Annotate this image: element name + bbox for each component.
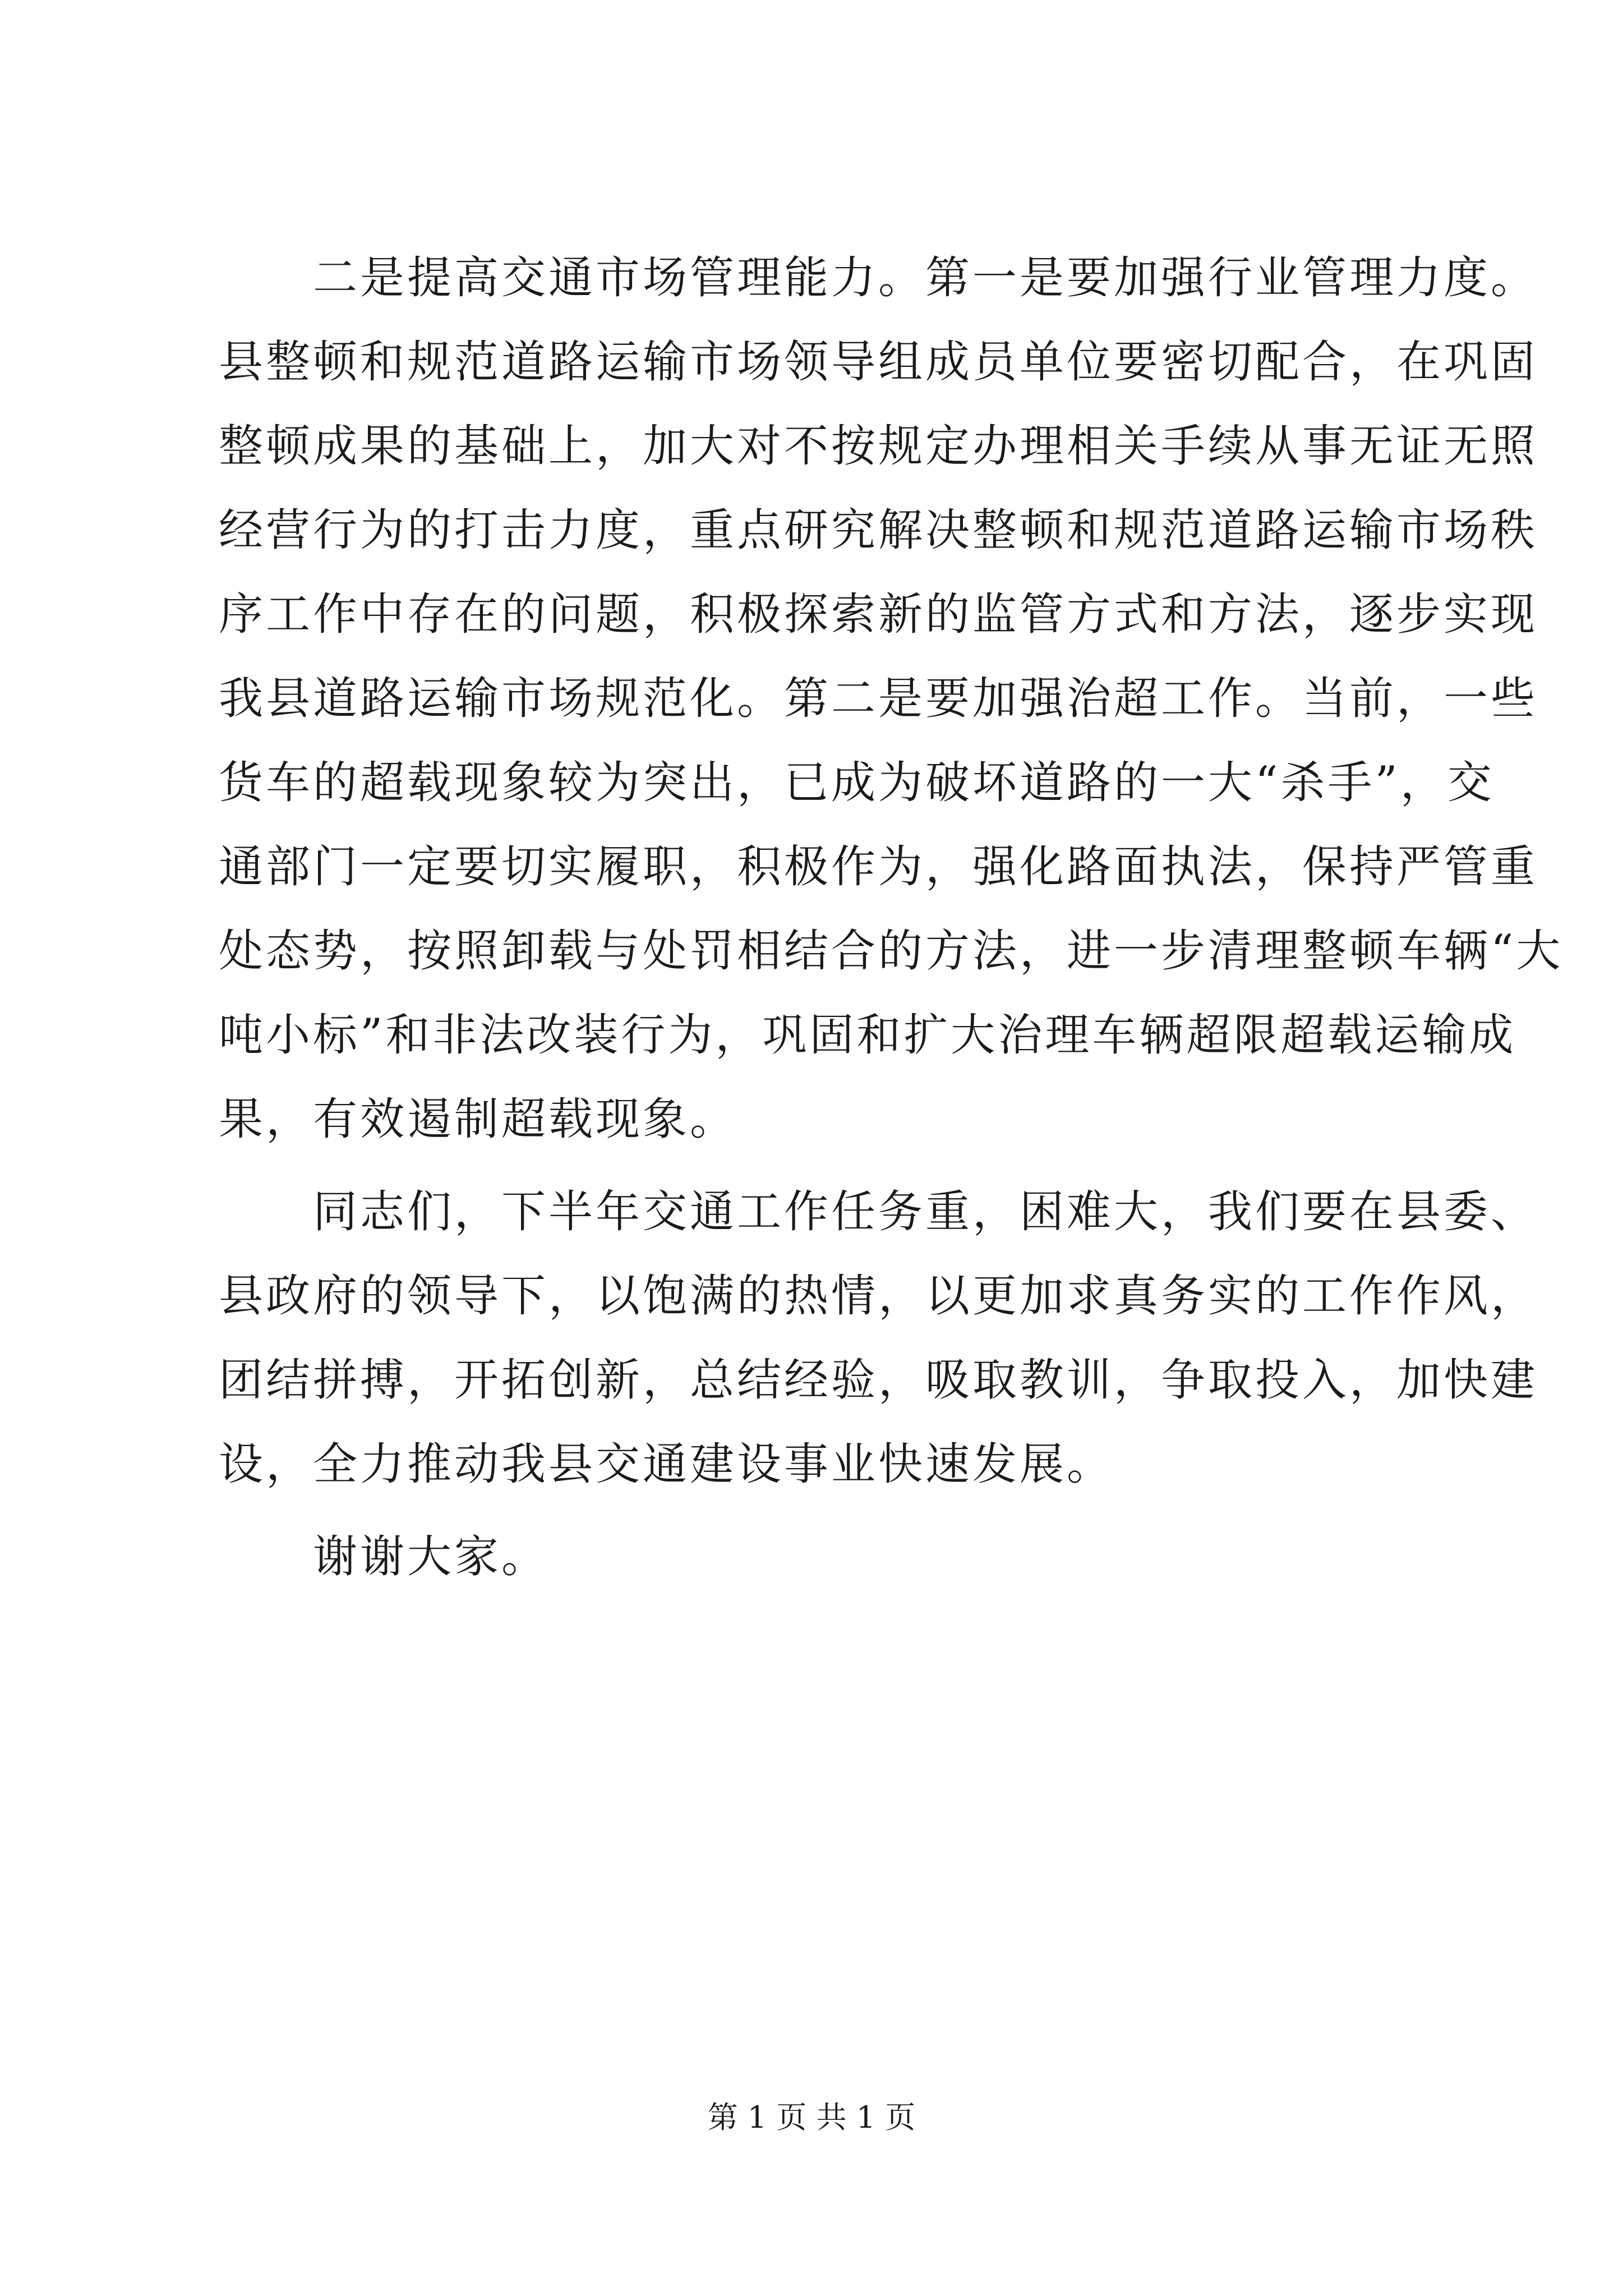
- paragraph-line: 序工作中存在的问题，积极探索新的监管方式和方法，逐步实现: [219, 588, 1538, 640]
- paragraph-line: 果，有效遏制超载现象。: [219, 1093, 737, 1145]
- paragraph-line: 通部门一定要切实履职，积极作为，强化路面执法，保持严管重: [219, 841, 1538, 892]
- paragraph-line: 经营行为的打击力度，重点研究解决整顿和规范道路运输市场秩: [219, 504, 1538, 556]
- paragraph-line: 处态势，按照卸载与处罚相结合的方法，进一步清理整顿车辆“大: [219, 925, 1564, 977]
- paragraph-line: 团结拼搏，开拓创新，总结经验，吸取教训，争取投入，加快建: [219, 1354, 1538, 1406]
- paragraph-line: 县政府的领导下，以饱满的热情，以更加求真务实的工作作风，: [219, 1270, 1538, 1322]
- page-footer: 第 1 页 共 1 页: [707, 2100, 916, 2135]
- paragraph-line: 二是提高交通市场管理能力。第一是要加强行业管理力度。: [219, 252, 1538, 303]
- paragraph-line: 吨小标”和非法改装行为，巩固和扩大治理车辆超限超载运输成: [219, 1009, 1516, 1061]
- paragraph-line: 同志们，下半年交通工作任务重，困难大，我们要在县委、: [219, 1186, 1538, 1237]
- paragraph-line: 谢谢大家。: [219, 1531, 548, 1582]
- paragraph-line: 我县道路运输市场规范化。第二是要加强治超工作。当前，一些: [219, 673, 1538, 724]
- paragraph-line: 设，全力推动我县交通建设事业快速发展。: [219, 1438, 1114, 1490]
- paragraph-line: 整顿成果的基础上，加大对不按规定办理相关手续从事无证无照: [219, 420, 1538, 472]
- paragraph-line: 县整顿和规范道路运输市场领导组成员单位要密切配合，在巩固: [219, 336, 1538, 388]
- paragraph-line: 货车的超载现象较为突出，已成为破坏道路的一大“杀手”，交: [219, 757, 1495, 808]
